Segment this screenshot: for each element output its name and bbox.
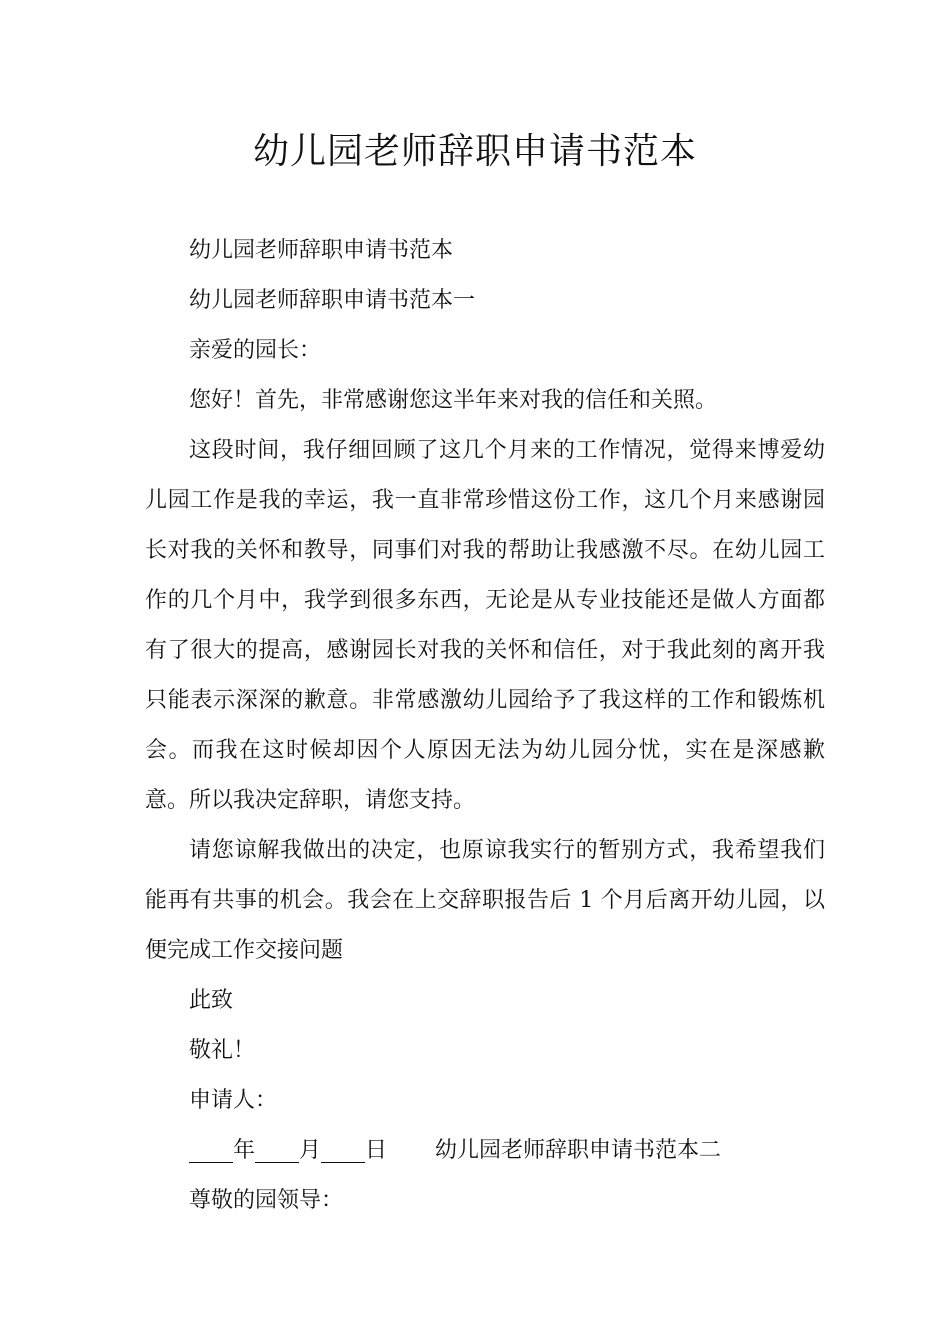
paragraph-request: 请您谅解我做出的决定，也原谅我实行的暂别方式，我希望我们能再有共事的机会。我会在上交辞职报告后 1 个月后离开幼儿园，以便完成工作交接问题 [145,838,825,963]
paragraph-heading: 幼儿园老师辞职申请书范本 [189,238,454,263]
paragraph-applicant: 申请人： [189,1088,278,1113]
paragraph-salutation: 亲爱的园长： [189,338,322,363]
paragraph-greeting: 您好！首先，非常感谢您这半年来对我的信任和关照。 [189,388,718,413]
year-blank [189,1134,233,1163]
day-blank [321,1134,365,1163]
paragraph-salutation-2: 尊敬的园领导： [189,1188,344,1213]
month-blank [255,1134,299,1163]
paragraph-closing-2: 敬礼！ [189,1038,256,1063]
next-heading: 幼儿园老师辞职申请书范本二 [435,1138,722,1163]
date-line [145,1126,825,1176]
document-body [145,226,825,1226]
paragraph-main: 这段时间，我仔细回顾了这几个月来的工作情况，觉得来博爱幼儿园工作是我的幸运，我一直非常珍惜这份工作，这几个月来感谢园长对我的关怀和教导，同事们对我的帮助让我感激不尽。在幼儿园工作的几个月中，我学到很多东西，无论是从专业技能还是做人方面都有了很大的提高，感谢园长对我的关怀和信任，对于我此刻的离开我只能表示深深的歉意。非常感激幼儿园给予了我这样的工作和锻炼机会。而我在这时候却因个人原因无法为幼儿园分忧，实在是深感歉意。所以我决定辞职，请您支持。 [145,438,825,813]
paragraph-subheading: 幼儿园老师辞职申请书范本一 [189,288,476,313]
paragraph-closing-1: 此致 [189,988,234,1013]
month-label: 月 [299,1138,322,1163]
day-label: 日 [365,1138,388,1163]
document-title: 幼儿园老师辞职申请书范本 [252,131,697,172]
year-label: 年 [233,1138,256,1163]
